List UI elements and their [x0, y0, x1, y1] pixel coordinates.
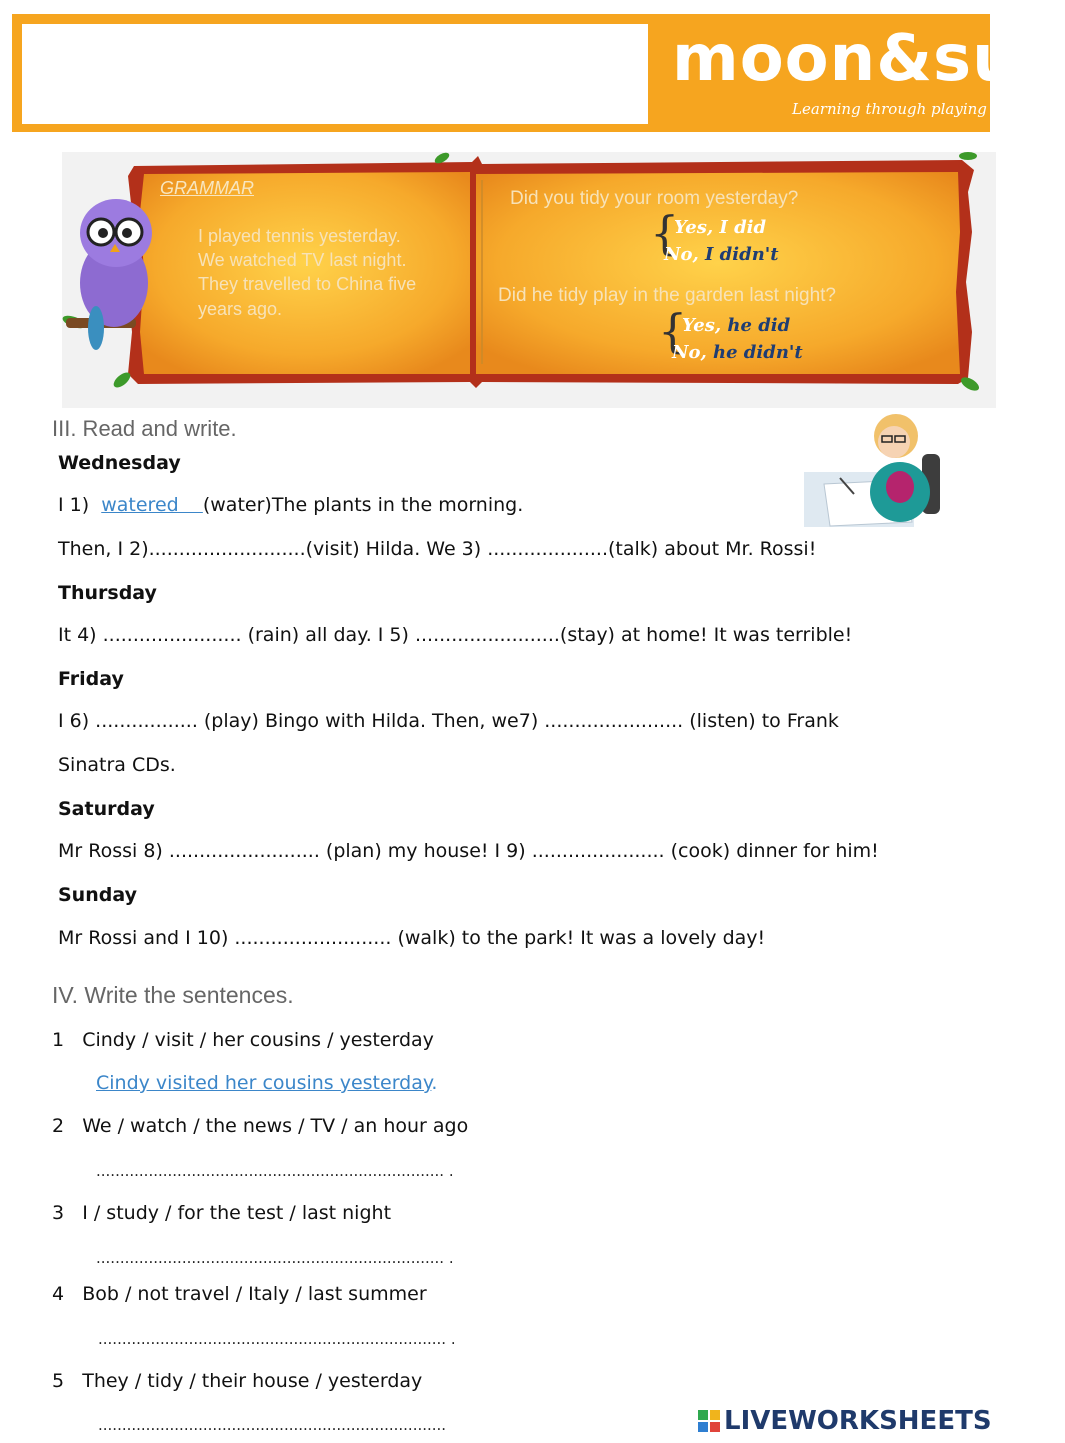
prompt-number: 1 [52, 1029, 65, 1051]
prompt-number: 4 [52, 1283, 65, 1305]
exercise-line-3[interactable]: It 4) ....................... (rain) all day. I 5) ........................(stay) at home! It was terrible! [58, 624, 853, 646]
answer-1-end: . [431, 1072, 438, 1094]
brace-2: { [658, 304, 688, 358]
q2-no: No, [672, 342, 713, 363]
q1-no-row [664, 244, 779, 265]
q2-no-answer: he didn't [713, 342, 803, 363]
logo-tagline: Learning through playing [792, 100, 987, 118]
exercise-line-4[interactable]: I 6) ................. (play) Bingo with Hilda. Then, we7) ....................... (listen) to Frank [58, 710, 839, 732]
exercise-line-5: Sinatra CDs. [58, 754, 176, 776]
sentence-prompt-5 [52, 1370, 422, 1392]
exercise-line-7[interactable]: Mr Rossi and I 10) .......................... (walk) to the park! It was a lovely day! [58, 927, 766, 949]
line-1-prefix: I 1) [58, 494, 102, 516]
day-wednesday: Wednesday [58, 452, 181, 474]
answer-input-4[interactable]: ......................................................................... . [98, 1330, 456, 1348]
sentence-prompt-3 [52, 1202, 391, 1224]
grammar-question-1: Did you tidy your room yesterday? [510, 188, 799, 209]
prompt-text: They / tidy / their house / yesterday [82, 1370, 423, 1392]
prompt-number: 2 [52, 1115, 65, 1137]
sentence-prompt-4 [52, 1283, 427, 1305]
sentence-prompt-1 [52, 1029, 434, 1051]
day-thursday: Thursday [58, 582, 157, 604]
grammar-example: We watched TV last night. [198, 250, 407, 270]
day-friday: Friday [58, 668, 124, 690]
q1-yes-row [674, 217, 766, 238]
section-4-heading: IV. Write the sentences. [52, 982, 294, 1008]
prompt-text: We / watch / the news / TV / an hour ago [82, 1115, 469, 1137]
exercise-line-2[interactable]: Then, I 2)..........................(visit) Hilda. We 3) ....................(talk) about Mr. Rossi! [58, 538, 817, 560]
q2-yes-row [682, 315, 790, 336]
q1-yes: Yes, [674, 217, 720, 238]
name-box [22, 24, 648, 124]
answer-input-3[interactable]: ......................................................................... . [96, 1249, 454, 1267]
prompt-text: Cindy / visit / her cousins / yesterday [82, 1029, 434, 1051]
answer-input-2[interactable]: ......................................................................... . [96, 1162, 454, 1180]
line-1-suffix: (water)The plants in the morning. [202, 494, 524, 516]
sentence-prompt-2 [52, 1115, 468, 1137]
exercise-line-6[interactable]: Mr Rossi 8) ......................... (plan) my house! I 9) ...................... (cook) dinner for him! [58, 840, 879, 862]
grammar-example: years ago. [198, 299, 283, 319]
prompt-text: Bob / not travel / Italy / last summer [82, 1283, 427, 1305]
prompt-text: I / study / for the test / last night [82, 1202, 392, 1224]
q2-yes: Yes, [682, 315, 728, 336]
owl-illustration [66, 188, 166, 378]
q2-yes-answer: he did [727, 315, 791, 336]
q1-no: No, [664, 244, 705, 265]
prompt-number: 5 [52, 1370, 65, 1392]
exercise-line-1 [58, 494, 523, 516]
day-sunday: Sunday [58, 884, 137, 906]
prompt-number: 3 [52, 1202, 65, 1224]
grammar-example: I played tennis yesterday. [198, 226, 401, 246]
q1-yes-answer: I did [719, 217, 767, 238]
q2-no-row [672, 342, 803, 363]
sentence-answer-1 [96, 1072, 437, 1094]
liveworksheets-logo: LIVEWORKSHEETS [724, 1406, 992, 1436]
section-3-heading: III. Read and write. [52, 416, 237, 441]
q1-no-answer: I didn't [705, 244, 779, 265]
answer-input-1[interactable]: Cindy visited her cousins yesterday [96, 1072, 432, 1094]
answer-1-input[interactable]: watered [101, 494, 203, 516]
answer-input-5[interactable]: ......................................................................... [98, 1416, 447, 1434]
grammar-example: They travelled to China five [198, 274, 417, 294]
grammar-question-2: Did he tidy play in the garden last night? [498, 285, 836, 306]
day-saturday: Saturday [58, 798, 155, 820]
moon-sun-logo: moon&sun [672, 22, 1065, 96]
liveworksheets-icon [698, 1410, 720, 1432]
brace-1: { [650, 206, 680, 260]
grammar-title: GRAMMAR [160, 178, 254, 198]
teacher-illustration [804, 402, 950, 530]
